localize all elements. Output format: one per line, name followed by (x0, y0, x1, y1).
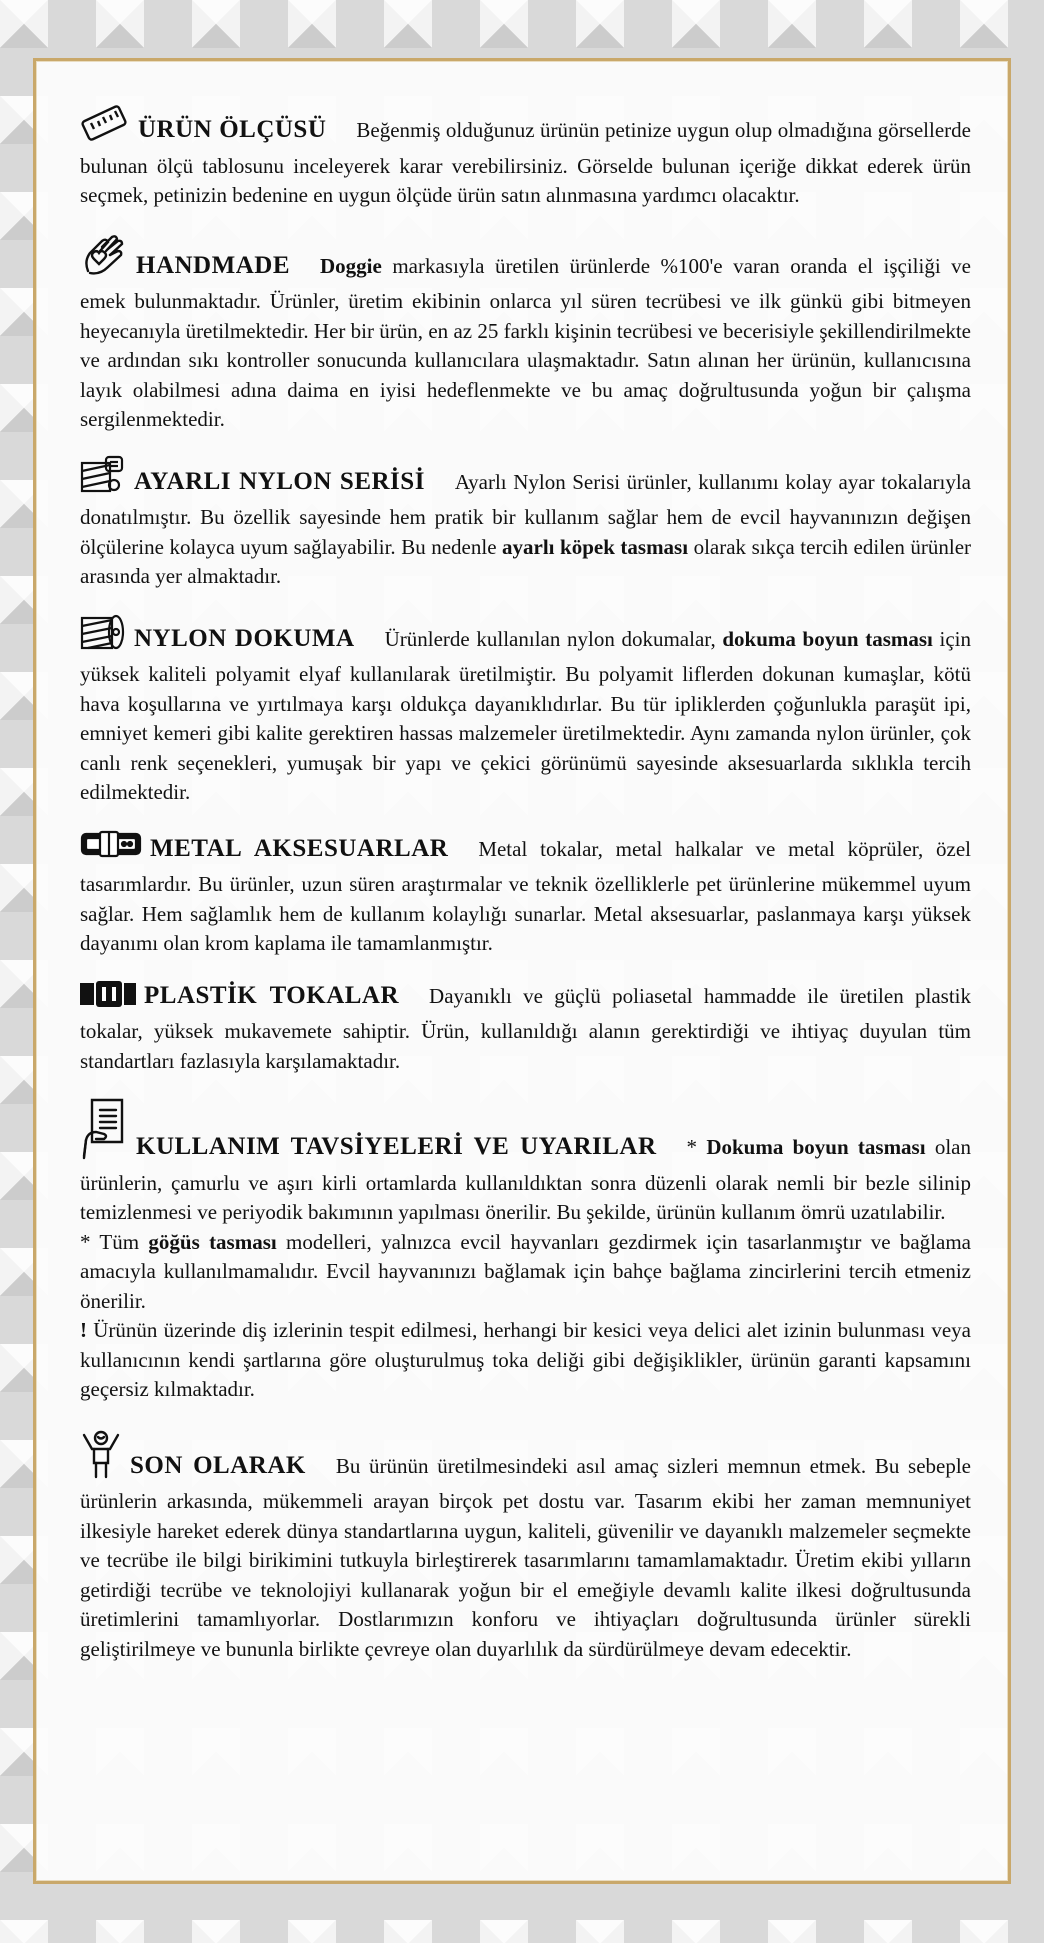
section-handmade (80, 231, 971, 435)
usage-paragraph-3 (80, 1316, 971, 1405)
fabric-roll-icon (80, 612, 126, 661)
section-text: Dayanıklı ve güçlü poliasetal hammadde ile üretilen plastik tokalar, yüksek mukavemete sahiptir. Ürün, kullanıldığı alanın gerektirdiği ve ihtiyaç duyulan tüm standartları fazlasıyla karşılamaktadır. (80, 983, 971, 1073)
info-card (33, 58, 1011, 1884)
satisfied-person-icon (80, 1429, 122, 1488)
section-nylon-weave (80, 612, 971, 808)
bold-phrase: dokuma boyun tasması (722, 626, 933, 651)
hand-heart-icon (80, 231, 128, 288)
exclamation-mark: ! (80, 1318, 87, 1342)
section-text-continued: olarak sıkça tercih edilen ürünler arasında yer almaktadır. (80, 534, 972, 588)
section-text: Beğenmiş olduğunuz ürünün petinize uygun olup olmadığına görsellerde bulunan ölçü tablosunu inceleyerek karar verebilirsiniz. Görselde bulunan içeriğe dikkat ederek ürün seçmek, petinizin bedenine en uygun ölçüde ürün satın alınmasına yardımcı olacaktır. (80, 118, 971, 207)
warning-text: Ürünün üzerinde diş izlerinin tespit edilmesi, herhangi bir kesici veya delici alet izinin bulunması veya kullanıcının kendi şartlarına göre oluşturulmuş toka deliği gibi değişiklikler, ürünün garanti kapsamını geçersiz kılmaktadır. (80, 1318, 971, 1401)
usage-paragraph-2 (80, 1228, 971, 1317)
warning-text: modelleri, yalnızca evcil hayvanları gezdirmek için tasarlanmıştır ve bağlama amacıyla kullanılmamalıdır. Evcil hayvanınızı bağlamak için bahçe bağlama zincirlerini tercih etmeniz önerilir. (80, 1229, 971, 1313)
section-title: METAL AKSESUARLAR (150, 834, 449, 862)
section-title: SON OLARAK (130, 1451, 306, 1479)
plastic-buckle-icon (80, 979, 136, 1018)
section-text: Ürünlerde kullanılan nylon dokumalar, (384, 626, 723, 651)
section-text: Bu ürünün üretilmesindeki asıl amaç sizleri memnun etmek. Bu sebeple ürünlerin arkasında, mükemmeli arayan birçok pet dostu var. Tasarım ekibi her zaman memnuniyet ilkesiyle hareket ederek dünya standartlarına uygun, kaliteli, güvenilir ve dayanıklı malzemeler seçmekte ve tecrübe ile bilgi birikimini tutkuyla birleştirerek tasarımlarını tamamlamaktadır. Üretim ekibi yılların getirdiği tecrübe ve teknolojiyi kullanarak yoğun bir el emeğiyle devamlı kalite ilkesi doğrultusunda üretimlerini tamamlıyorlar. Dostlarımızın konforu ve ihtiyaçları doğrultusunda ürünler sürekli geliştirilmeye ve bununla birlikte çevreye olan duyarlılık da sürdürülmeye devam edecektir. (80, 1453, 971, 1661)
document-hand-icon (80, 1096, 128, 1169)
section-usage-warnings (80, 1096, 971, 1405)
section-title: NYLON DOKUMA (134, 624, 355, 652)
bold-phrase: Dokuma boyun tasması (706, 1135, 926, 1159)
section-plastic-buckles (80, 979, 971, 1077)
brand-name: Doggie (320, 253, 382, 278)
measuring-tape-icon (80, 105, 130, 152)
section-text: Ayarlı Nylon Serisi ürünler, kullanımı kolay ayar tokalarıyla donatılmıştır. Bu özellik sayesinde hem pratik bir kullanım sağlar hem de evcil hayvanınızın değişen ölçülerine kolayca uyum sağlayabilir. Bu nedenle (80, 469, 971, 559)
warning-prefix: * Tüm (80, 1229, 149, 1254)
bold-phrase: göğüs tasması (148, 1229, 277, 1254)
info-content (80, 105, 971, 1684)
section-title: AYARLI NYLON SERİSİ (134, 467, 425, 495)
metal-collar-icon (80, 828, 142, 871)
section-text: Metal tokalar, metal halkalar ve metal köprüler, özel tasarımlardır. Bu ürünler, uzun süren araştırmalar ve teknik özelliklerle pet ürünlerine mükemmel uyum sağlar. Hem sağlamlık hem de kullanım kolaylığı sunarlar. Metal aksesuarlar, paslanmaya karşı yüksek dayanımı olan krom kaplama ile tamamlanmıştır. (80, 836, 971, 955)
section-text-continued: için yüksek kaliteli polyamit elyaf kullanılarak üretilmiştir. Bu polyamit liflerden dokunan kumaşlar, kötü hava koşullarına ve yırtılmaya karşı oldukça dayanıklıdırlar. Bu tür ipliklerden çoğunlukla paraşüt ipi, emniyet kemeri gibi kalite gerektiren hassas malzemeler üretilmektedir. Aynı zamanda nylon ürünler, çok canlı renk seçenekleri, yumuşak bir yapı ve çekici görünümü sayesinde aksesuarlarda sıklıkla tercih edilmektedir. (80, 626, 972, 804)
section-product-size (80, 105, 971, 211)
section-title: HANDMADE (136, 251, 290, 279)
warning-text: olan ürünlerin, çamurlu ve aşırı kirli ortamlarda kullanıldıktan sonra düzenli olarak nemli bir bezle silinip temizlenmesi ve periyodik bakımının yapılması önerilir. Bu şekilde, ürünün kullanım ömrü uzatılabilir. (80, 1135, 971, 1224)
section-conclusion (80, 1429, 971, 1665)
section-metal-accessories (80, 828, 971, 959)
usage-paragraph-1 (80, 1096, 971, 1228)
section-title: KULLANIM TAVSİYELERİ VE UYARILAR (136, 1133, 657, 1160)
section-title: PLASTİK TOKALAR (144, 981, 400, 1009)
warning-prefix: * (686, 1135, 707, 1159)
section-text: markasıyla üretilen ürünlerde %100'e varan oranda el işçiliği ve emek bulunmaktadır. Ürünler, üretim ekibinin onlarca yıl süren tecrübesi ve ilk günkü gibi bitmeyen heyecanıyla üretilmektedir. Her bir ürün, en az 25 farklı kişinin tecrübesi ve becerisiyle şekillendirilmekte ve ardından sıkı kontroller sonucunda kullanıcılara ulaşmaktadır. Satın alınan her ürünün, kullanıcısına layık olabilmesi adına daima en iyisi hedeflenmekte ve bu amaç doğrultusunda yoğun bir çalışma sergilenmektedir. (80, 253, 971, 431)
section-title: ÜRÜN ÖLÇÜSÜ (138, 116, 327, 143)
section-adjustable-nylon (80, 455, 971, 592)
bold-phrase: ayarlı köpek tasması (502, 534, 689, 559)
adjustable-strap-icon (80, 455, 126, 504)
